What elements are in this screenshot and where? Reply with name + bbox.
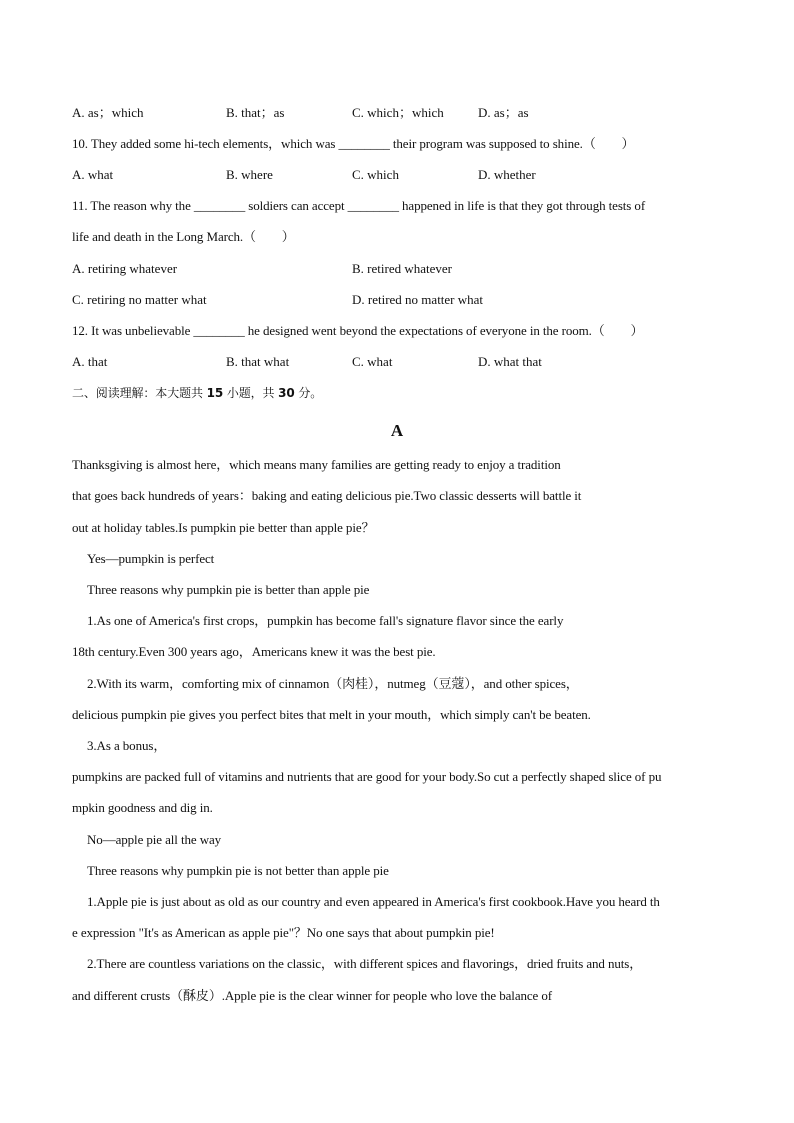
passage-line: 18th century.Even 300 years ago，Americans knew it was the best pie. — [72, 644, 436, 659]
passage-subheading: No—apple pie all the way — [87, 832, 222, 847]
passage-line: Thanksgiving is almost here，which means many families are getting ready to enjoy a tradition — [72, 457, 561, 472]
section-heading-prefix: 二、阅读理解：本大题共 — [72, 386, 207, 400]
passage-line: mpkin goodness and dig in. — [72, 800, 213, 815]
section-heading-suffix: 分。 — [294, 386, 323, 400]
q10-option-b: B. where — [226, 167, 273, 182]
passage-line: out at holiday tables.Is pumpkin pie better than apple pie？ — [72, 520, 375, 535]
passage-line: and different crusts（酥皮）.Apple pie is the clear winner for people who love the balance of — [72, 988, 553, 1003]
q11-option-b: B. retired whatever — [352, 261, 452, 276]
passage-line: e expression "It's as American as apple pie"？No one says that about pumpkin pie! — [72, 925, 495, 940]
passage-line: Three reasons why pumpkin pie is better than apple pie — [87, 582, 370, 597]
section-question-count: 15 — [206, 386, 224, 400]
q10-option-d: D. whether — [478, 167, 536, 182]
q11-option-a: A. retiring whatever — [72, 261, 178, 276]
passage-subheading: Yes—pumpkin is perfect — [87, 551, 215, 566]
q9-option-d: D. as；as — [478, 105, 529, 120]
passage-line: 1.Apple pie is just about as old as our country and even appeared in America's first cookbook.Have you heard th — [87, 894, 660, 909]
passage-line: Three reasons why pumpkin pie is not better than apple pie — [87, 863, 389, 878]
q11-option-d: D. retired no matter what — [352, 292, 484, 307]
q10-option-a: A. what — [72, 167, 114, 182]
q10-option-c: C. which — [352, 167, 399, 182]
passage-line: pumpkins are packed full of vitamins and nutrients that are good for your body.So cut a perfectly shaped slice of pu — [72, 769, 662, 784]
q12-stem: 12. It was unbelievable ________ he designed went beyond the expectations of everyone in the room.（ ） — [72, 323, 644, 338]
q12-option-a: A. that — [72, 354, 108, 369]
passage-line: 3.As a bonus， — [87, 738, 167, 753]
q9-option-a: A. as；which — [72, 105, 144, 120]
q12-option-c: C. what — [352, 354, 393, 369]
q11-stem-line2: life and death in the Long March.（ ） — [72, 229, 295, 244]
passage-title: A — [390, 421, 404, 440]
q10-stem: 10. They added some hi-tech elements，which was ________ their program was supposed to shine.（ ） — [72, 136, 635, 151]
passage-line: 2.With its warm，comforting mix of cinnamon（肉桂），nutmeg（豆蔻），and other spices， — [87, 676, 579, 691]
q11-option-c: C. retiring no matter what — [72, 292, 207, 307]
section-heading-middle: 小题，共 — [223, 386, 279, 400]
q9-option-b: B. that；as — [226, 105, 285, 120]
passage-line: delicious pumpkin pie gives you perfect bites that melt in your mouth，which simply can't be beaten. — [72, 707, 591, 722]
q9-option-c: C. which；which — [352, 105, 444, 120]
passage-line: 2.There are countless variations on the classic，with different spices and flavorings，dried fruits and nuts， — [87, 956, 643, 971]
passage-line: that goes back hundreds of years：baking and eating delicious pie.Two classic desserts will battle it — [72, 488, 582, 503]
q11-stem-line1: 11. The reason why the ________ soldiers can accept ________ happened in life is that they got through tests of — [72, 198, 646, 213]
q12-option-d: D. what that — [478, 354, 542, 369]
section-heading — [72, 384, 322, 402]
passage-line: 1.As one of America's first crops，pumpkin has become fall's signature flavor since the early — [87, 613, 564, 628]
section-score: 30 — [278, 386, 295, 400]
q12-option-b: B. that what — [226, 354, 290, 369]
